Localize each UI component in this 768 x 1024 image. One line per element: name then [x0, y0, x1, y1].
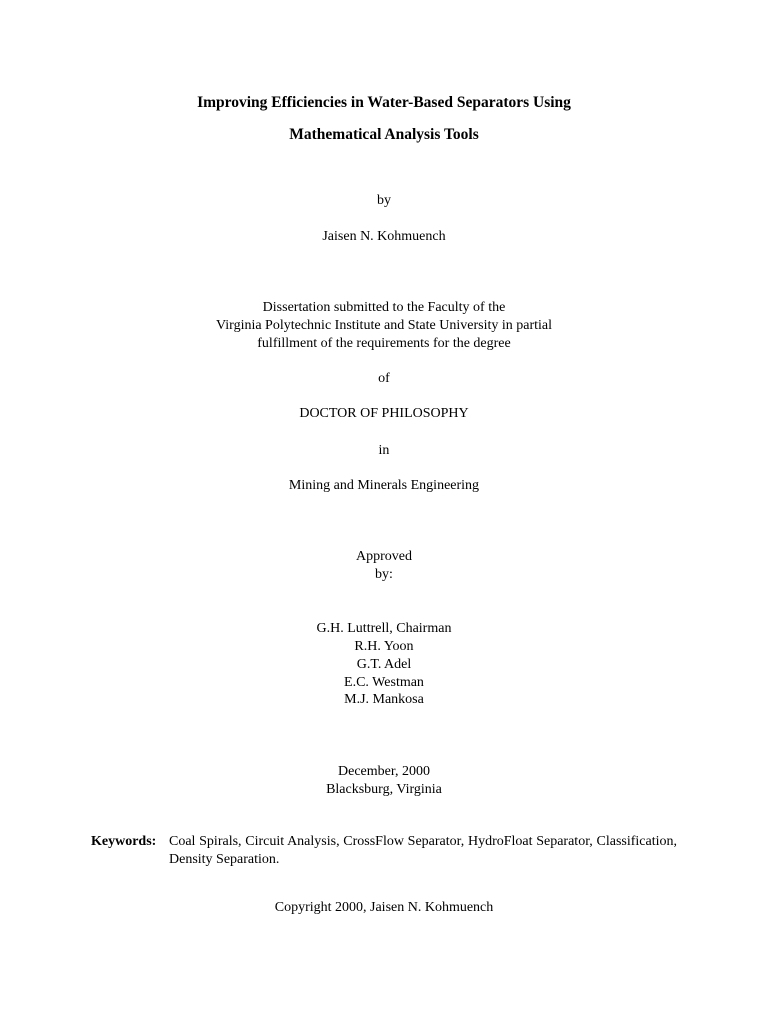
- keywords-label: Keywords:: [91, 834, 157, 849]
- degree-name: DOCTOR OF PHILOSOPHY: [299, 406, 469, 421]
- title-line-1: Improving Efficiencies in Water-Based Separators Using: [197, 94, 571, 111]
- author-name: Jaisen N. Kohmuench: [322, 229, 446, 244]
- statement-line-3: fulfillment of the requirements for the degree: [257, 336, 511, 351]
- field-of-study: Mining and Minerals Engineering: [288, 478, 480, 493]
- committee-member: M.J. Mankosa: [344, 692, 424, 707]
- approved-line-2: by:: [375, 567, 393, 582]
- of-label: of: [378, 371, 390, 386]
- submission-location: Blacksburg, Virginia: [326, 782, 442, 797]
- approved-line-1: Approved: [356, 549, 412, 564]
- committee-member: G.T. Adel: [356, 657, 412, 672]
- by-label: by: [377, 193, 391, 208]
- committee-member: R.H. Yoon: [354, 639, 414, 654]
- title-line-2: Mathematical Analysis Tools: [289, 126, 479, 143]
- submission-date: December, 2000: [338, 764, 430, 779]
- statement-line-1: Dissertation submitted to the Faculty of the: [262, 300, 506, 315]
- committee-member: E.C. Westman: [344, 675, 424, 690]
- copyright-notice: Copyright 2000, Jaisen N. Kohmuench: [274, 900, 494, 915]
- statement-line-2: Virginia Polytechnic Institute and State University in partial: [216, 318, 552, 333]
- committee-member: G.H. Luttrell, Chairman: [316, 621, 452, 636]
- in-label: in: [378, 443, 390, 458]
- keywords-text: Coal Spirals, Circuit Analysis, CrossFlow Separator, HydroFloat Separator, Classification, Density Separation.: [169, 834, 677, 867]
